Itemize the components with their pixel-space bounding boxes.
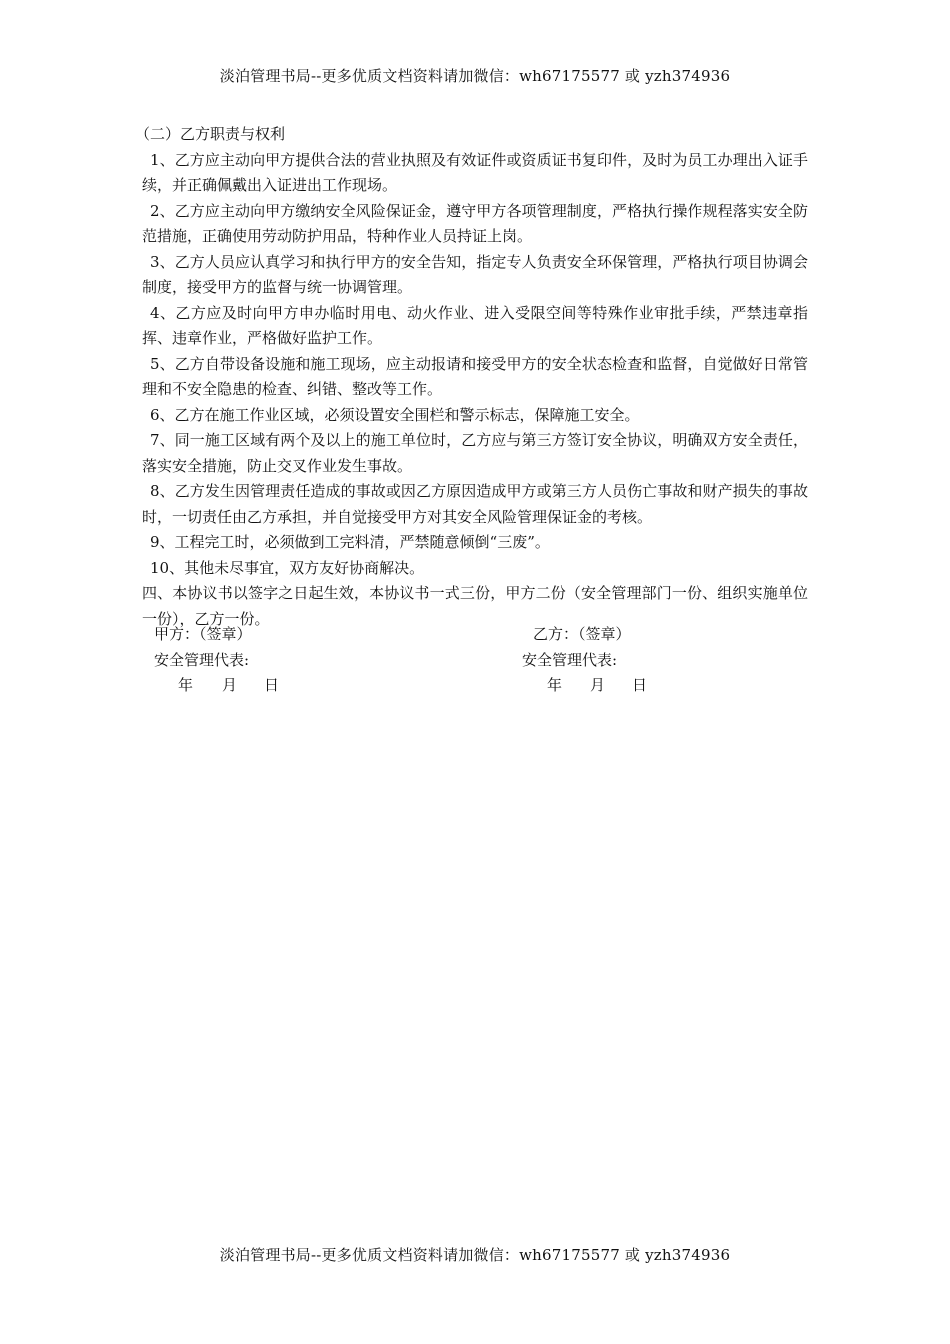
document-body bbox=[135, 122, 808, 632]
party-b-label: 乙方：（签章） bbox=[533, 625, 631, 643]
rep-a-label: 安全管理代表: bbox=[154, 650, 250, 669]
clause-3: 3、乙方人员应认真学习和执行甲方的安全告知，指定专人负责安全环保管理，严格执行项目协调会制度，接受甲方的监督与统一协调管理。 bbox=[142, 252, 808, 296]
month-label: 月 bbox=[590, 676, 606, 694]
clause-5: 5、乙方自带设备设施和施工现场，应主动报请和接受甲方的安全状态检查和监督，自觉做好日常管理和不安全隐患的检查、纠错、整改等工作。 bbox=[142, 354, 808, 398]
year-label: 年 bbox=[547, 676, 563, 694]
clause-10: 10、其他未尽事宜，双方友好协商解决。 bbox=[150, 558, 425, 577]
representative-row bbox=[142, 648, 808, 674]
date-b bbox=[547, 673, 647, 699]
month-label: 月 bbox=[222, 676, 238, 694]
year-label: 年 bbox=[178, 676, 194, 694]
clause-7: 7、同一施工区域有两个及以上的施工单位时，乙方应与第三方签订安全协议，明确双方安全责任，落实安全措施，防止交叉作业发生事故。 bbox=[142, 431, 808, 475]
clause-9: 9、工程完工时，必须做到工完料清，严禁随意倾倒“三废”。 bbox=[150, 533, 550, 551]
clause-6: 6、乙方在施工作业区域，必须设置安全围栏和警示标志，保障施工安全。 bbox=[150, 405, 640, 424]
party-a-label: 甲方：（签章） bbox=[154, 625, 252, 643]
page-footer: 淡泊管理书局--更多优质文档资料请加微信：wh67175577 或 yzh374936 bbox=[219, 1246, 731, 1264]
day-label: 日 bbox=[632, 676, 648, 694]
section-heading: （二）乙方职责与权利 bbox=[135, 125, 286, 143]
clause-8: 8、乙方发生因管理责任造成的事故或因乙方原因造成甲方或第三方人员伤亡事故和财产损失的事故时，一切责任由乙方承担，并自觉接受甲方对其安全风险管理保证金的考核。 bbox=[142, 482, 808, 526]
clause-2: 2、乙方应主动向甲方缴纳安全风险保证金，遵守甲方各项管理制度，严格执行操作规程落实安全防范措施，正确使用劳动防护用品，特种作业人员持证上岗。 bbox=[142, 201, 808, 245]
page-header: 淡泊管理书局--更多优质文档资料请加微信：wh67175577 或 yzh374936 bbox=[219, 67, 731, 85]
signature-block bbox=[142, 622, 808, 699]
day-label: 日 bbox=[264, 676, 280, 694]
clause-1: 1、乙方应主动向甲方提供合法的营业执照及有效证件或资质证书复印件，及时为员工办理出入证手续，并正确佩戴出入证进出工作现场。 bbox=[142, 150, 808, 194]
clause-4: 4、乙方应及时向甲方申办临时用电、动火作业、进入受限空间等特殊作业审批手续，严禁违章指挥、违章作业，严格做好监护工作。 bbox=[142, 303, 808, 347]
date-row bbox=[142, 673, 808, 699]
closing-clause: 四、本协议书以签字之日起生效，本协议书一式三份，甲方二份（安全管理部门一份、组织实施单位一份），乙方一份。 bbox=[142, 584, 808, 628]
rep-b-label: 安全管理代表: bbox=[522, 650, 618, 669]
date-a bbox=[178, 673, 279, 699]
party-row bbox=[142, 622, 808, 648]
